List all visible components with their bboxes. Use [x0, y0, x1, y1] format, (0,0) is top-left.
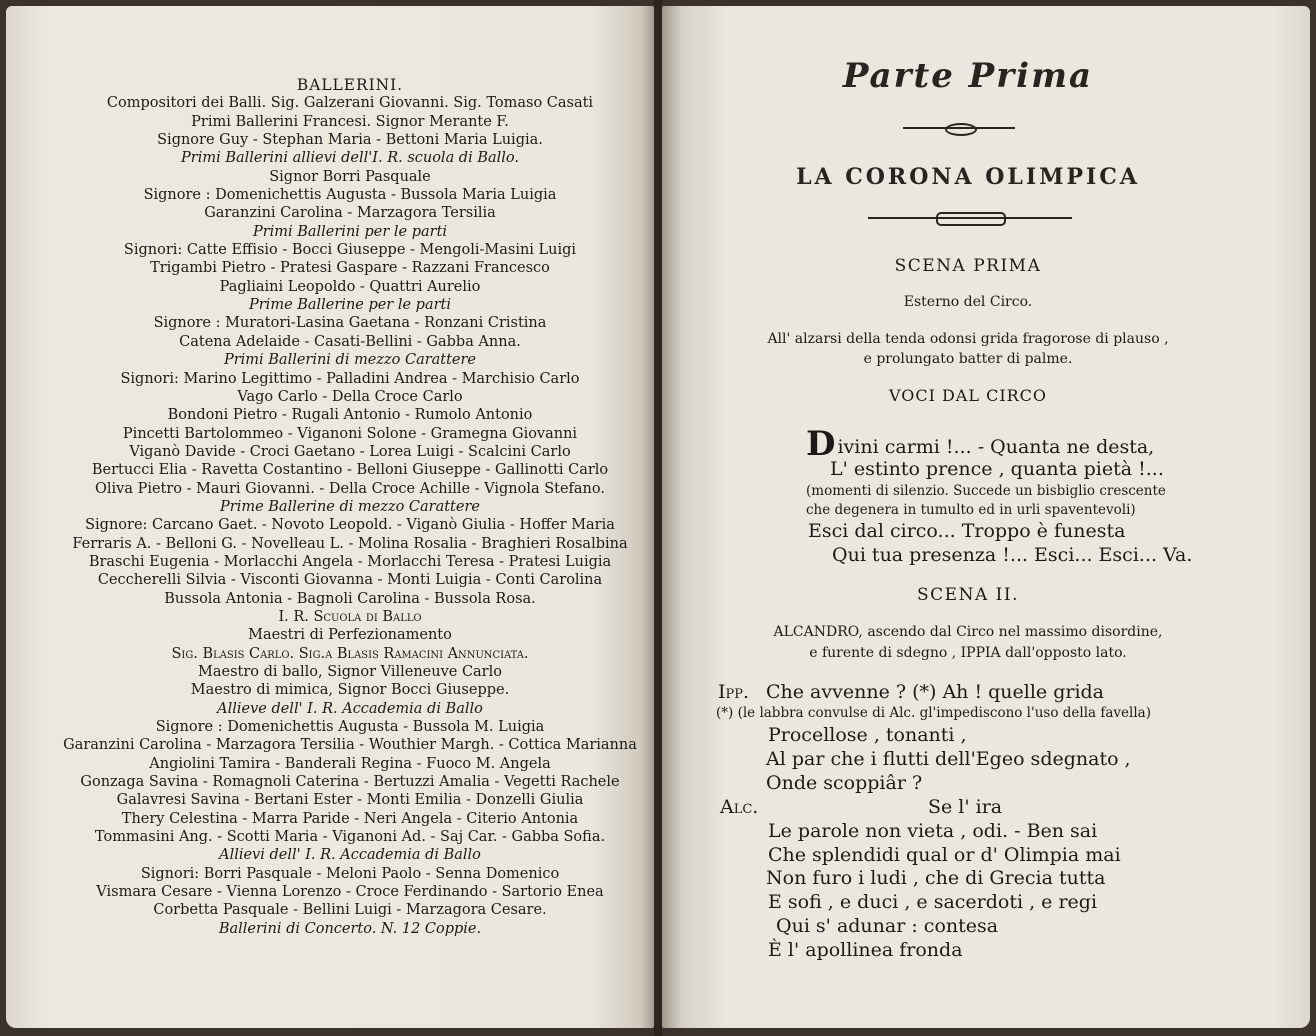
cast-line: BALLERINI. — [296, 76, 404, 94]
dialogue-line-10: Qui s' adunar : contesa — [776, 915, 999, 937]
cast-line: Angiolini Tamira - Banderali Regina - Fuoco M. Angela — [149, 754, 551, 772]
cast-line: Bussola Antonia - Bagnoli Carolina - Bussola Rosa. — [164, 589, 536, 607]
dialogue-line-2: Procellose , tonanti , — [768, 724, 967, 746]
cast-line: Primi Ballerini per le parti — [252, 222, 448, 240]
cast-line: Signori: Catte Effisio - Bocci Giuseppe - Mengoli-Masini Luigi — [123, 241, 577, 259]
cast-line: Gonzaga Savina - Romagnoli Caterina - Bertuzzi Amalia - Vegetti Rachele — [80, 773, 620, 791]
cast-line: Signore Guy - Stephan Maria - Bettoni Maria Luigia. — [157, 131, 543, 149]
scene-1-setting: Esterno del Circo. — [903, 294, 1033, 310]
verse-line-3: Esci dal circo... Troppo è funesta — [808, 520, 1126, 542]
cast-line: Braschi Eugenia - Morlacchi Angela - Morlacchi Teresa - Pratesi Luigia — [88, 552, 612, 570]
book-gutter — [654, 0, 662, 1036]
cast-line: Catena Adelaide - Casati-Bellini - Gabba Anna. — [179, 332, 521, 350]
dialogue-line-1: Che avvenne ? (*) Ah ! quelle grida — [766, 681, 1105, 703]
dialogue-line-5: Se l' ira — [928, 796, 1003, 818]
ornament-rule-1b — [945, 123, 977, 136]
stage-direction-1b: e prolungato batter di palme. — [863, 351, 1073, 367]
stage-direction-1a: All' alzarsi della tenda odonsi grida fragorose di plauso , — [767, 331, 1169, 347]
cast-line: Garanzini Carolina - Marzagora Tersilia - Wouthier Margh. - Cottica Marianna — [63, 736, 637, 754]
scene-2-heading: SCENA II. — [917, 585, 1019, 605]
left-page — [6, 6, 654, 1028]
cast-line: Galavresi Savina - Bertani Ester - Monti Emilia - Donzelli Giulia — [116, 791, 584, 809]
scene-1-heading: SCENA PRIMA — [894, 256, 1042, 276]
cast-line: Maestri di Perfezionamento — [248, 626, 452, 644]
cast-line: Signore : Domenichettis Augusta - Bussola M. Luigia — [155, 718, 545, 736]
dialogue-line-8: Non furo i ludi , che di Grecia tutta — [766, 867, 1106, 889]
cast-line: Maestro di ballo, Signor Villeneuve Carlo — [198, 663, 502, 680]
cast-line: Pagliaini Leopoldo - Quattri Aurelio — [219, 277, 481, 295]
verse-text-1: ivini carmi !... - Quanta ne desta, — [837, 436, 1155, 458]
cast-line: Prime Ballerine di mezzo Carattere — [220, 497, 480, 515]
cast-line: Vismara Cesare - Vienna Lorenzo - Croce Ferdinando - Sartorio Enea — [96, 883, 604, 901]
cast-line: Vago Carlo - Della Croce Carlo — [237, 387, 463, 405]
stage-note-1: (momenti di silenzio. Succede un bisbiglio crescente — [806, 483, 1166, 499]
stage-direction-2b: e furente di sdegno , IPPIA dall'opposto lato. — [809, 645, 1127, 661]
cast-list — [50, 76, 650, 938]
cast-line: Signore : Muratori-Lasina Gaetana - Ronzani Cristina — [153, 314, 547, 332]
drop-capital: D — [806, 424, 836, 464]
cast-line: Ballerini di Concerto. N. 12 Coppie. — [218, 919, 482, 937]
cast-line: Garanzini Carolina - Marzagora Tersilia — [204, 204, 496, 222]
cast-line: Primi Ballerini allievi dell'I. R. scuola di Ballo. — [181, 149, 519, 167]
cast-line: Ferraris A. - Belloni G. - Novelleau L. - Molina Rosalia - Braghieri Rosalbina — [72, 534, 628, 552]
speaker-ippia: Ipp. — [718, 681, 750, 703]
cast-line: Tommasini Ang. - Scotti Maria - Viganoni Ad. - Saj Car. - Gabba Sofia. — [94, 828, 606, 846]
cast-line: Thery Celestina - Marra Paride - Neri Angela - Citerio Antonia — [121, 809, 579, 827]
cast-line: Signor Borri Pasquale — [269, 167, 431, 185]
part-title: Parte Prima — [842, 56, 1094, 96]
cast-line: Signore : Domenichettis Augusta - Bussola Maria Luigia — [143, 186, 557, 204]
voci-heading: VOCI DAL CIRCO — [888, 386, 1048, 405]
cast-line: Viganò Davide - Croci Gaetano - Lorea Luigi - Scalcini Carlo — [129, 442, 571, 460]
ornament-rule-2b — [936, 212, 1006, 226]
dialogue-line-4: Onde scoppiâr ? — [766, 772, 923, 794]
cast-line: Trigambi Pietro - Pratesi Gaspare - Razzani Francesco — [150, 259, 550, 277]
footnote: (*) (le labbra convulse di Alc. gl'impediscono l'uso della favella) — [716, 705, 1151, 721]
cast-line: Signori: Marino Legittimo - Palladini Andrea - Marchisio Carlo — [120, 369, 580, 387]
stage-note-2: che degenera in tumulto ed in urli spaventevoli) — [806, 502, 1136, 518]
cast-line: Bondoni Pietro - Rugali Antonio - Rumolo Antonio — [167, 406, 533, 424]
cast-line: Corbetta Pasquale - Bellini Luigi - Marzagora Cesare. — [153, 901, 547, 919]
cast-line: I. R. Scuola di Ballo — [278, 607, 422, 625]
verse-line-2: L' estinto prence , quanta pietà !... — [830, 458, 1164, 480]
dialogue-line-9: E sofi , e duci , e sacerdoti , e regi — [768, 891, 1098, 913]
cast-line: Allievi dell' I. R. Accademia di Ballo — [219, 846, 481, 864]
cast-line: Signore: Carcano Gaet. - Novoto Leopold. - Viganò Giulia - Hoffer Maria — [85, 516, 615, 534]
cast-line: Maestro di mimica, Signor Bocci Giuseppe. — [190, 681, 510, 699]
verse-line-4: Qui tua presenza !... Esci... Esci... Va. — [832, 544, 1193, 566]
cast-line: Ceccherelli Silvia - Visconti Giovanna - Monti Luigia - Conti Carolina — [97, 571, 603, 589]
cast-line: Bertucci Elia - Ravetta Costantino - Belloni Giuseppe - Gallinotti Carlo — [91, 461, 609, 479]
cast-line: Pincetti Bartolommeo - Viganoni Solone - Gramegna Giovanni — [122, 424, 578, 442]
cast-line: Signori: Borri Pasquale - Meloni Paolo - Senna Domenico — [140, 864, 560, 882]
dialogue-line-3: Al par che i flutti dell'Egeo sdegnato , — [766, 748, 1131, 770]
dialogue-line-7: Che splendidi qual or d' Olimpia mai — [768, 844, 1121, 866]
cast-line: Primi Ballerini di mezzo Carattere — [223, 351, 477, 369]
cast-line: Prime Ballerine per le parti — [249, 296, 451, 314]
cast-line: Primi Ballerini Francesi. Signor Merante F. — [191, 112, 509, 130]
speaker-alcandro: Alc. — [720, 796, 759, 818]
play-subtitle: LA CORONA OLIMPICA — [796, 164, 1140, 190]
stage-direction-2a: ALCANDRO, ascendo dal Circo nel massimo disordine, — [773, 624, 1163, 640]
cast-line: Sig. Blasis Carlo. Sig.a Blasis Ramacini Annunciata. — [171, 644, 529, 662]
dialogue-line-11: È l' apollinea fronda — [768, 939, 963, 961]
dialogue-line-6: Le parole non vieta , odi. - Ben sai — [768, 820, 1098, 842]
cast-line: Allieve dell' I. R. Accademia di Ballo — [217, 699, 483, 717]
cast-line: Compositori dei Balli. Sig. Galzerani Giovanni. Sig. Tomaso Casati — [106, 94, 594, 112]
cast-line: Oliva Pietro - Mauri Giovanni. - Della Croce Achille - Vignola Stefano. — [95, 479, 605, 497]
